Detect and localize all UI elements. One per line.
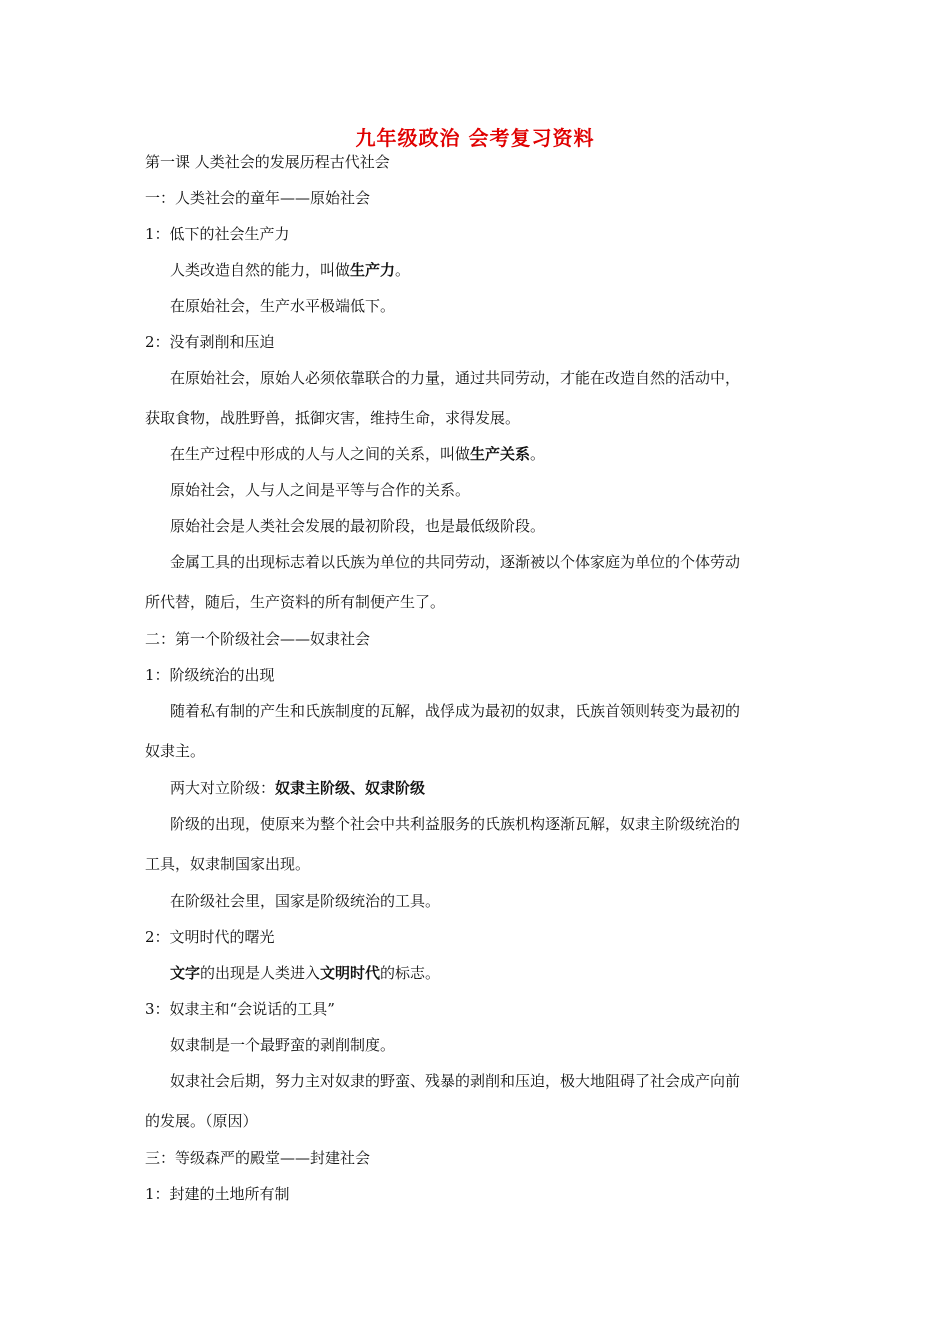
key-term: 生产力 <box>350 261 396 279</box>
paragraph-line: 两大对立阶级：奴隶主阶级、奴隶阶级 <box>170 779 426 797</box>
paragraph-line: 工具，奴隶制国家出现。 <box>145 855 311 873</box>
subsection-heading: 2：没有剥削和压迫 <box>145 333 275 351</box>
key-term: 文明时代 <box>320 964 381 982</box>
key-term: 文字 <box>170 964 201 982</box>
paragraph-line: 的发展。（原因） <box>145 1112 258 1130</box>
lesson-heading: 第一课 人类社会的发展历程古代社会 <box>145 153 390 171</box>
paragraph-line: 在生产过程中形成的人与人之间的关系，叫做生产关系。 <box>170 445 546 463</box>
paragraph-line: 在阶级社会里，国家是阶级统治的工具。 <box>170 892 441 910</box>
paragraph-line: 奴隶制是一个最野蛮的剥削制度。 <box>170 1036 396 1054</box>
paragraph-line: 所代替，随后，生产资料的所有制便产生了。 <box>145 593 446 611</box>
subsection-heading: 1：低下的社会生产力 <box>145 225 290 243</box>
paragraph-line: 金属工具的出现标志着以氏族为单位的共同劳动，逐渐被以个体家庭为单位的个体劳动 <box>170 553 741 571</box>
paragraph-line: 随着私有制的产生和氏族制度的瓦解，战俘成为最初的奴隶，氏族首领则转变为最初的 <box>170 702 741 720</box>
section-heading-1: 一：人类社会的童年——原始社会 <box>145 189 371 207</box>
paragraph-line: 奴隶社会后期，努力主对奴隶的野蛮、残暴的剥削和压迫，极大地阻碍了社会成产向前 <box>170 1072 741 1090</box>
paragraph-line: 原始社会，人与人之间是平等与合作的关系。 <box>170 481 471 499</box>
paragraph-line: 文字的出现是人类进入文明时代的标志。 <box>170 964 441 982</box>
subsection-heading: 3：奴隶主和“会说话的工具” <box>145 1000 335 1018</box>
paragraph-line: 在原始社会，原始人必须依靠联合的力量，通过共同劳动，才能在改造自然的活动中， <box>170 369 741 387</box>
subsection-heading: 1：阶级统治的出现 <box>145 666 275 684</box>
key-term: 奴隶主阶级、奴隶阶级 <box>275 779 426 797</box>
subsection-heading: 1：封建的土地所有制 <box>145 1185 290 1203</box>
paragraph-line: 在原始社会，生产水平极端低下。 <box>170 297 396 315</box>
key-term: 生产关系 <box>470 445 531 463</box>
document-title: 九年级政治 会考复习资料 <box>355 126 595 150</box>
section-heading-2: 二：第一个阶级社会——奴隶社会 <box>145 630 371 648</box>
subsection-heading: 2：文明时代的曙光 <box>145 928 275 946</box>
paragraph-line: 获取食物，战胜野兽，抵御灾害，维持生命，求得发展。 <box>145 409 521 427</box>
section-heading-3: 三：等级森严的殿堂——封建社会 <box>145 1149 371 1167</box>
paragraph-line: 人类改造自然的能力，叫做生产力。 <box>170 261 411 279</box>
paragraph-line: 奴隶主。 <box>145 742 206 760</box>
paragraph-line: 阶级的出现，使原来为整个社会中共利益服务的氏族机构逐渐瓦解，奴隶主阶级统治的 <box>170 815 741 833</box>
paragraph-line: 原始社会是人类社会发展的最初阶段，也是最低级阶段。 <box>170 517 546 535</box>
